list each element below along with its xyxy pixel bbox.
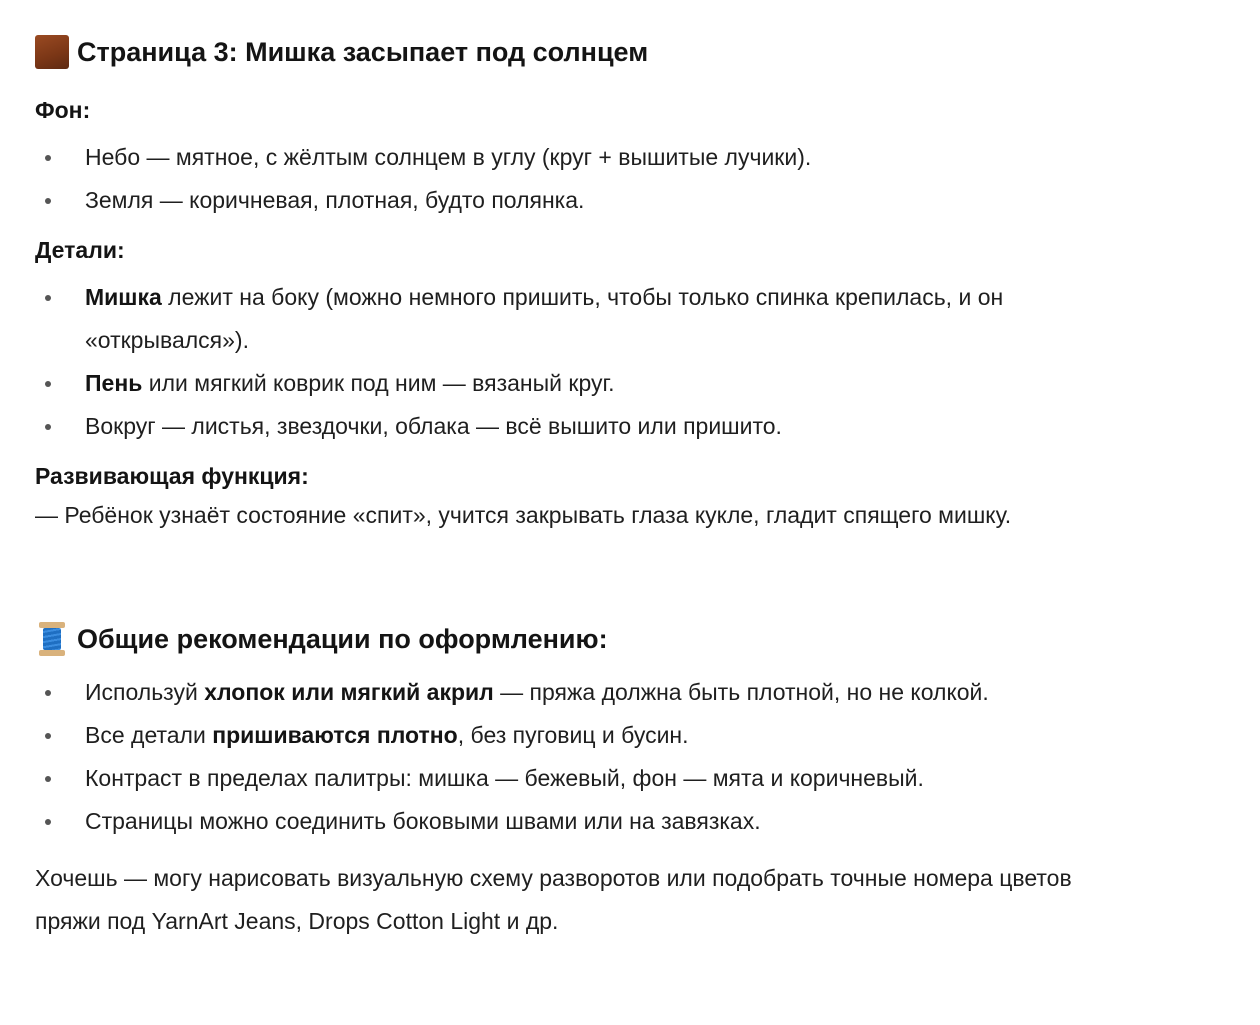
bullet-icon	[45, 690, 51, 696]
developmental-function-text: — Ребёнок узнаёт состояние «спит», учится закрывать глаза кукле, гладит спящего мишку.	[35, 502, 1012, 528]
section-heading-text: Страница 3: Мишка засыпает под солнцем	[77, 36, 649, 67]
list-item	[35, 362, 1225, 405]
list-item	[35, 136, 1225, 179]
list-item-text: Все детали	[85, 722, 213, 748]
list-item	[35, 800, 1225, 843]
list-item-text: Небо — мятное, с жёлтым солнцем в углу (круг + вышитые лучики).	[85, 144, 812, 170]
bullet-icon	[45, 295, 51, 301]
list-item	[35, 671, 1225, 714]
closing-line: пряжи под YarnArt Jeans, Drops Cotton Light и др.	[35, 908, 559, 934]
bullet-icon	[45, 733, 51, 739]
bullet-icon	[45, 424, 51, 430]
list-item	[35, 757, 1225, 800]
list-item-bold: Мишка	[85, 284, 162, 310]
list-item	[35, 405, 1225, 448]
bullet-icon	[45, 155, 51, 161]
list-item-text: Страницы можно соединить боковыми швами или на завязках.	[85, 808, 761, 834]
list-item-text-continued: «открывался»).	[85, 327, 249, 353]
list-item-text: , без пуговиц и бусин.	[457, 722, 689, 748]
document-page	[35, 30, 1225, 943]
list-item-text: — пряжа должна быть плотной, но не колкой.	[493, 679, 989, 705]
section-heading-page3	[35, 30, 1225, 74]
list-item-text: Земля — коричневая, плотная, будто полянка.	[85, 187, 585, 213]
bullet-icon	[45, 198, 51, 204]
list-item	[35, 714, 1225, 757]
list-item-text: или мягкий коврик под ним — вязаный круг.	[142, 370, 615, 396]
list-item-text: Контраст в пределах палитры: мишка — бежевый, фон — мята и коричневый.	[85, 765, 924, 791]
list-item	[35, 179, 1225, 222]
section-heading-recommendations	[35, 617, 1225, 661]
list-item-text: Используй	[85, 679, 205, 705]
bullet-icon	[45, 819, 51, 825]
list-item-bold: хлопок или мягкий акрил	[204, 679, 494, 705]
list-item-text: Вокруг — листья, звездочки, облака — всё вышито или пришито.	[85, 413, 782, 439]
section-heading-text: Общие рекомендации по оформлению:	[77, 623, 608, 654]
brown-square-icon	[35, 35, 69, 69]
list-item-bold: Пень	[85, 370, 143, 396]
background-list	[35, 136, 1225, 222]
details-label: Детали:	[35, 237, 125, 263]
closing-line: Хочешь — могу нарисовать визуальную схему разворотов или подобрать точные номера цветов	[35, 865, 1072, 891]
background-label: Фон:	[35, 97, 91, 123]
thread-spool-icon	[35, 620, 69, 658]
recommendations-list	[35, 671, 1225, 843]
developmental-function-label: Развивающая функция:	[35, 463, 309, 489]
closing-paragraph	[35, 857, 1225, 943]
bullet-icon	[45, 776, 51, 782]
details-list	[35, 276, 1225, 448]
bullet-icon	[45, 381, 51, 387]
list-item-text: лежит на боку (можно немного пришить, чтобы только спинка крепилась, и он	[161, 284, 1004, 310]
list-item	[35, 276, 1225, 362]
list-item-bold: пришиваются плотно	[212, 722, 458, 748]
